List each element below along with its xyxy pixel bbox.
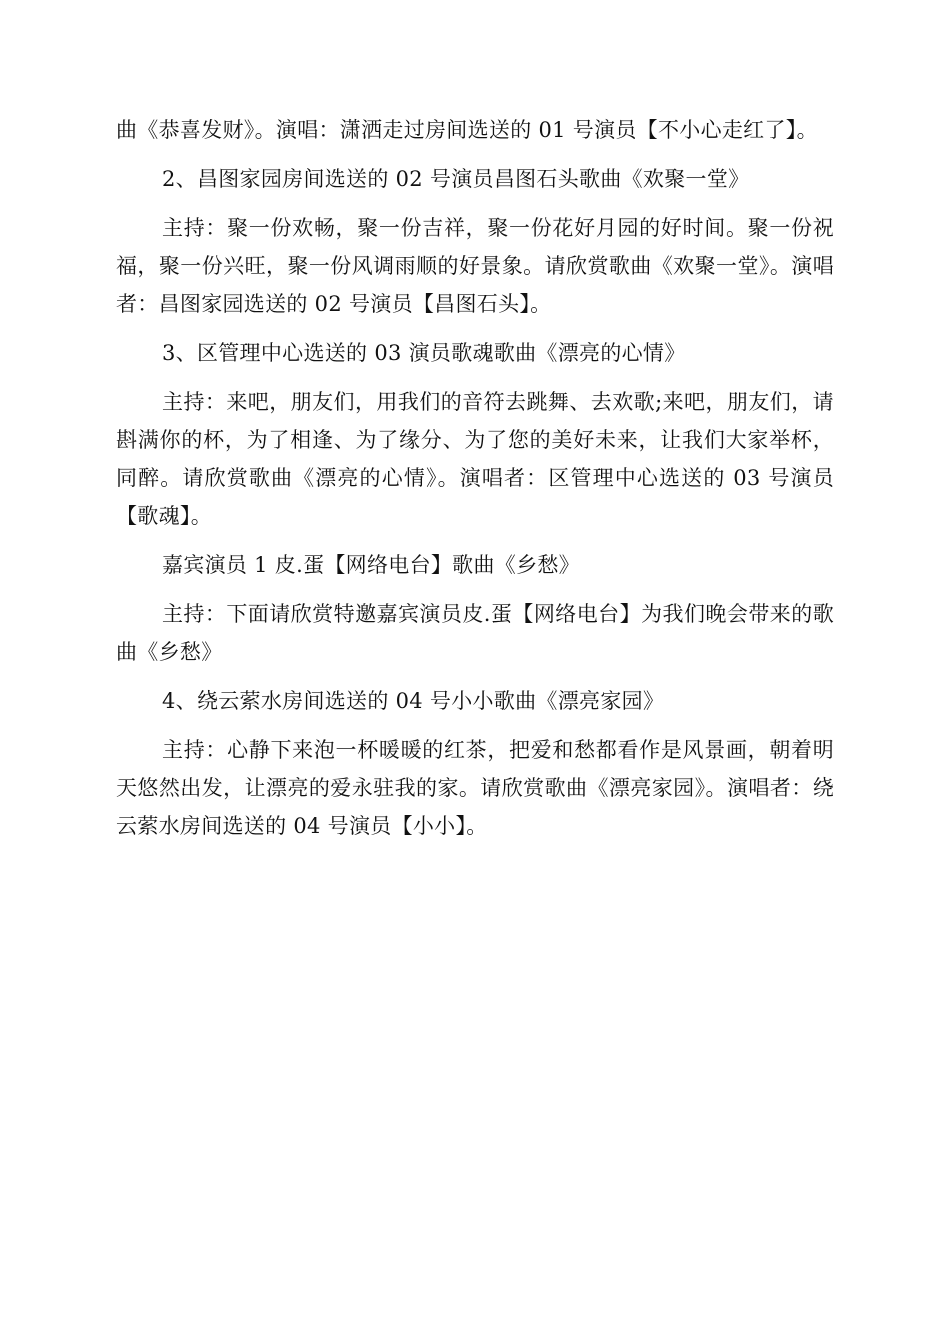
host-script-2: 主持：聚一份欢畅，聚一份吉祥，聚一份花好月园的好时间。聚一份祝福，聚一份兴旺，聚一份风调雨顺的好景象。请欣赏歌曲《欢聚一堂》。演唱者：昌图家园选送的 02 号演员【昌图石头】。	[116, 216, 834, 316]
program-item-3-heading: 3、区管理中心选送的 03 演员歌魂歌曲《漂亮的心情》	[162, 341, 686, 365]
guest-performer-heading: 嘉宾演员 1 皮.蛋【网络电台】歌曲《乡愁》	[162, 553, 580, 577]
host-script-3: 主持：来吧，朋友们，用我们的音符去跳舞、去欢歌;来吧，朋友们，请斟满你的杯，为了相逢、为了缘分、为了您的美好未来，让我们大家举杯，同醉。请欣赏歌曲《漂亮的心情》。演唱者：区管理中心选送的 03 号演员【歌魂】。	[116, 390, 834, 528]
program-item-4-heading: 4、绕云萦水房间选送的 04 号小小歌曲《漂亮家园》	[162, 689, 665, 713]
program-item-2-heading: 2、昌图家园房间选送的 02 号演员昌图石头歌曲《欢聚一堂》	[162, 167, 750, 191]
host-script-guest: 主持：下面请欣赏特邀嘉宾演员皮.蛋【网络电台】为我们晚会带来的歌曲《乡愁》	[116, 602, 834, 664]
paragraph-continuation: 曲《恭喜发财》。演唱：潇洒走过房间选送的 01 号演员【不小心走红了】。	[116, 118, 818, 142]
document-page	[116, 111, 834, 845]
host-script-4: 主持：心静下来泡一杯暖暖的红茶，把爱和愁都看作是风景画，朝着明天悠然出发，让漂亮的爱永驻我的家。请欣赏歌曲《漂亮家园》。演唱者：绕云萦水房间选送的 04 号演员【小小】。	[116, 738, 834, 838]
